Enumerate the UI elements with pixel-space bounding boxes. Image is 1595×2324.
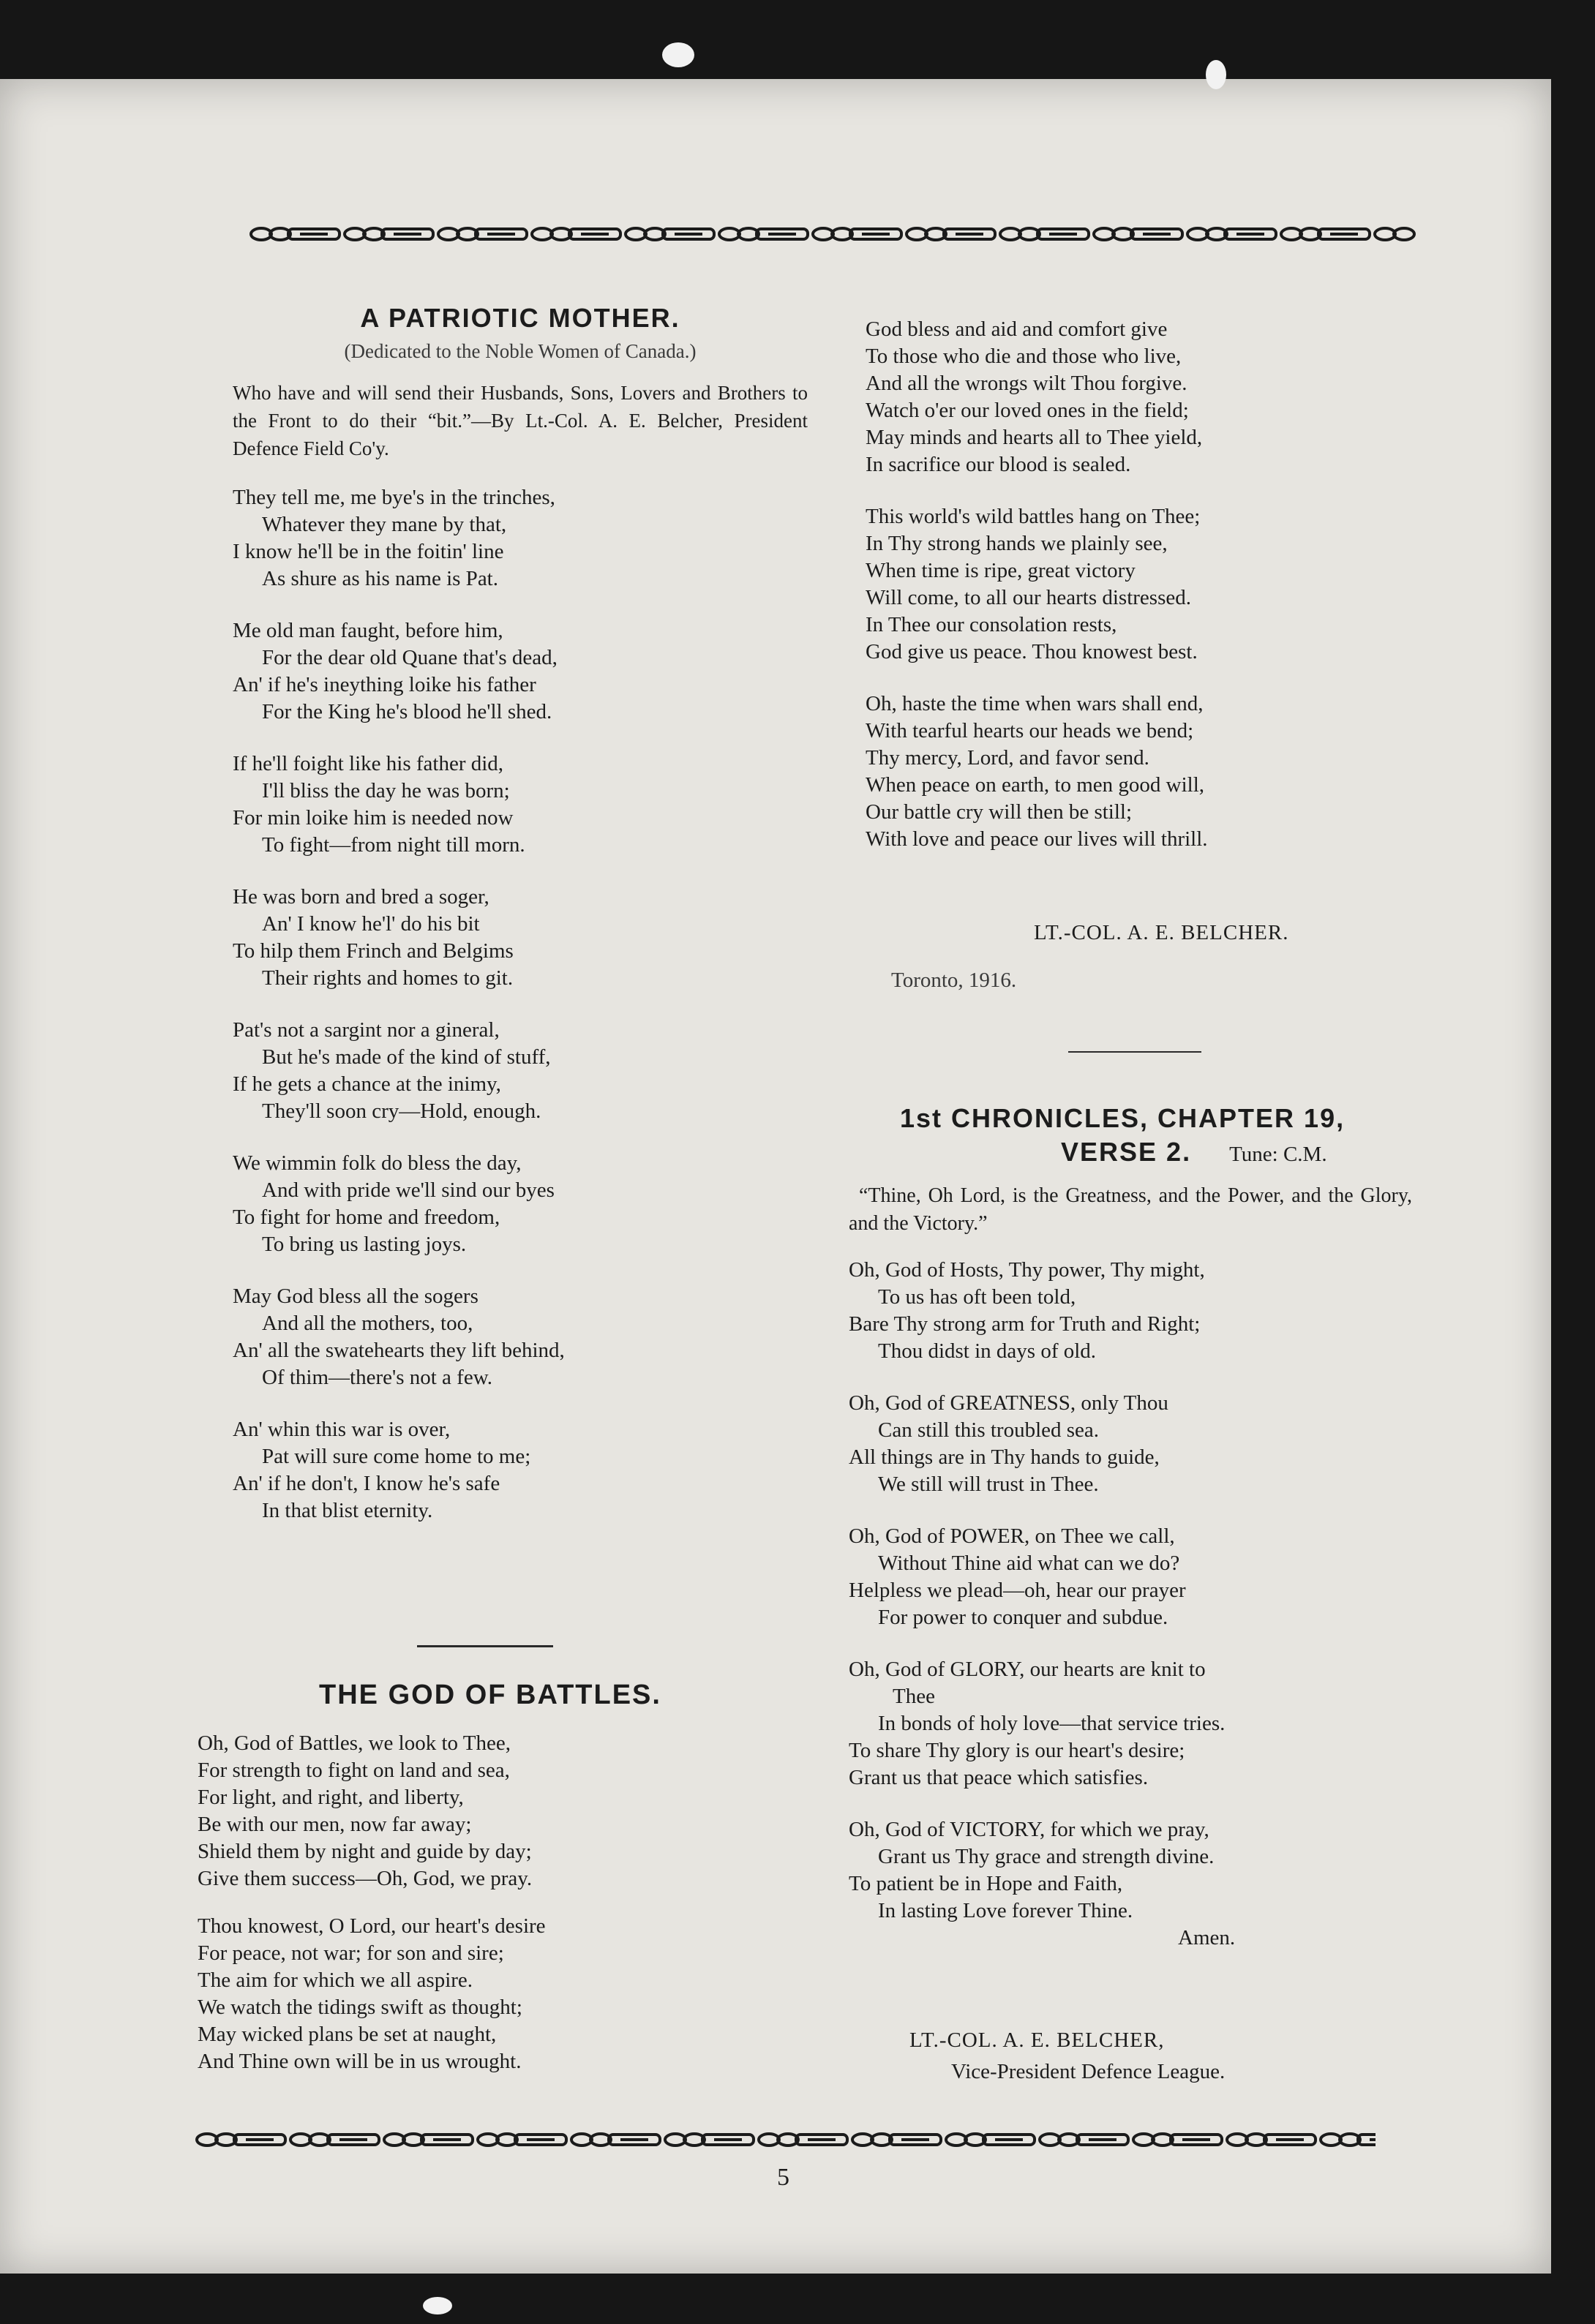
place-date: Toronto, 1916. xyxy=(891,969,1017,992)
poem-line: For power to conquer and subdue. xyxy=(878,1606,1168,1629)
stanza-list xyxy=(233,484,808,1524)
poem-line: But he's made of the kind of stuff, xyxy=(262,1045,551,1069)
poem-line: They tell me, me bye's in the trinches, xyxy=(233,486,555,509)
poem-line: Shield them by night and guide by day; xyxy=(198,1840,532,1863)
poem-line: Grant us Thy grace and strength divine. xyxy=(878,1845,1215,1868)
poem-line: As shure as his name is Pat. xyxy=(262,567,498,590)
poem-line: Thy mercy, Lord, and favor send. xyxy=(866,746,1149,770)
poem-line: Be with our men, now far away; xyxy=(198,1813,472,1836)
poem-line: Oh, God of Battles, we look to Thee, xyxy=(198,1731,511,1755)
poem-line: Oh, God of POWER, on Thee we call, xyxy=(849,1524,1175,1548)
poem-line: An' I know he'l' do his bit xyxy=(262,912,480,936)
stanza xyxy=(198,1730,783,1892)
stanza xyxy=(233,1416,808,1524)
poem-line: And all the mothers, too, xyxy=(262,1312,473,1335)
poem-line: To us has oft been told, xyxy=(878,1285,1076,1309)
poem-intro: Who have and will send their Husbands, Sons, Lovers and Brothers to the Front to do their “bit.”—By Lt.-Col. A. E. Belcher, President Defence Field Co'y. xyxy=(233,382,808,459)
poem-line: Oh, God of Hosts, Thy power, Thy might, xyxy=(849,1258,1205,1282)
poem-line: To those who die and those who live, xyxy=(866,345,1182,368)
poem-line: If he'll foight like his father did, xyxy=(233,752,504,775)
poem-line: If he gets a chance at the inimy, xyxy=(233,1072,501,1096)
poem-line: Can still this troubled sea. xyxy=(878,1418,1100,1442)
poem-line: An' whin this war is over, xyxy=(233,1418,451,1441)
stanza xyxy=(849,1523,1412,1631)
poem-line: God give us peace. Thou knowest best. xyxy=(866,640,1198,663)
poem-line: Pat's not a sargint nor a gineral, xyxy=(233,1018,500,1042)
dust-speck xyxy=(1206,60,1226,89)
poem-line: This world's wild battles hang on Thee; xyxy=(866,505,1201,528)
poem-line: I'll bliss the day he was born; xyxy=(262,779,510,802)
poem-line: Bare Thy strong arm for Truth and Right; xyxy=(849,1312,1201,1336)
poem-line: Their rights and homes to git. xyxy=(262,966,514,990)
poem-line: We still will trust in Thee. xyxy=(878,1473,1099,1496)
poem-line: To share Thy glory is our heart's desire; xyxy=(849,1739,1185,1762)
section-divider xyxy=(1068,1051,1201,1053)
poem-line: In Thy strong hands we plainly see, xyxy=(866,532,1168,555)
dust-speck xyxy=(662,42,694,67)
stanza xyxy=(849,1656,1412,1791)
poem-line: For the dear old Quane that's dead, xyxy=(262,646,558,669)
poem-line: Oh, God of GREATNESS, only Thou xyxy=(849,1391,1168,1415)
poem-line: God bless and aid and comfort give xyxy=(866,317,1168,341)
poem-line: Grant us that peace which satisfies. xyxy=(849,1766,1149,1789)
poem-chronicles xyxy=(849,1103,1412,1952)
tune-label: Tune: C.M. xyxy=(1229,1143,1327,1166)
stanza xyxy=(233,751,808,859)
poem-line: For min loike him is needed now xyxy=(233,806,514,830)
poem-patriotic-mother xyxy=(233,303,808,1524)
stanza xyxy=(233,484,808,593)
poem-line: To patient be in Hope and Faith, xyxy=(849,1872,1123,1895)
poem-line: An' if he's ineything loike his father xyxy=(233,673,536,696)
poem-line: Me old man faught, before him, xyxy=(233,619,503,642)
poem-line: Helpless we plead—oh, hear our prayer xyxy=(849,1579,1186,1602)
bottom-chain-border xyxy=(193,2129,1376,2150)
poem-line: For the King he's blood he'll shed. xyxy=(262,700,552,723)
poem-line: May minds and hearts all to Thee yield, xyxy=(866,426,1203,449)
poem-line: Thou didst in days of old. xyxy=(878,1339,1097,1363)
poem-line: Amen. xyxy=(1178,1926,1236,1949)
poem-epigraph: “Thine, Oh Lord, is the Greatness, and the Power, and the Glory, and the Victory.” xyxy=(849,1184,1412,1235)
poem-line: In Thee our consolation rests, xyxy=(866,613,1117,636)
poem-line: I know he'll be in the foitin' line xyxy=(233,540,504,563)
stanza xyxy=(198,1913,783,2075)
stanza xyxy=(866,316,1392,478)
poem-line: Thee xyxy=(893,1685,935,1708)
poem-line: And with pride we'll sind our byes xyxy=(262,1178,555,1202)
poem-line: To hilp them Frinch and Belgims xyxy=(233,939,514,963)
poem-line: Watch o'er our loved ones in the field; xyxy=(866,399,1189,422)
poem-god-of-battles-continued xyxy=(866,316,1392,853)
poem-line: Whatever they mane by that, xyxy=(262,513,507,536)
poem-line: In bonds of holy love—that service tries. xyxy=(878,1712,1226,1735)
stanza xyxy=(233,1150,808,1258)
poem-line: For peace, not war; for son and sire; xyxy=(198,1941,504,1965)
poem-line: Of thim—there's not a few. xyxy=(262,1366,493,1389)
poem-dedication: (Dedicated to the Noble Women of Canada.) xyxy=(344,340,697,362)
signature-role: Vice-President Defence League. xyxy=(951,2060,1226,2083)
poem-line: To fight for home and freedom, xyxy=(233,1206,500,1229)
poem-line: In lasting Love forever Thine. xyxy=(878,1899,1133,1922)
poem-title: THE GOD OF BATTLES. xyxy=(319,1680,661,1710)
poem-line: May God bless all the sogers xyxy=(233,1285,478,1308)
poem-line: Without Thine aid what can we do? xyxy=(878,1552,1180,1575)
poem-line: An' if he don't, I know he's safe xyxy=(233,1472,500,1495)
poem-line: We wimmin folk do bless the day, xyxy=(233,1151,522,1175)
stanza-list xyxy=(849,1257,1412,1952)
verse-label: VERSE 2. xyxy=(1061,1137,1192,1167)
stanza-list xyxy=(866,316,1392,853)
poem-line: An' all the swatehearts they lift behind, xyxy=(233,1339,565,1362)
poem-line: The aim for which we all aspire. xyxy=(198,1968,473,1992)
poem-line: Give them success—Oh, God, we pray. xyxy=(198,1867,533,1890)
poem-line: They'll soon cry—Hold, enough. xyxy=(262,1099,541,1123)
poem-line: Oh, God of GLORY, our hearts are knit to xyxy=(849,1658,1206,1681)
stanza xyxy=(866,503,1392,666)
page-number: 5 xyxy=(777,2164,789,2191)
stanza xyxy=(233,884,808,992)
stanza xyxy=(866,691,1392,853)
poem-line: Thou knowest, O Lord, our heart's desire xyxy=(198,1914,546,1938)
poem-line: With tearful hearts our heads we bend; xyxy=(866,719,1194,742)
poem-title: A PATRIOTIC MOTHER. xyxy=(360,303,680,333)
poem-line: To bring us lasting joys. xyxy=(262,1233,467,1256)
stanza xyxy=(849,1257,1412,1365)
stanza-list xyxy=(198,1730,783,2075)
signature: LT.-COL. A. E. BELCHER, xyxy=(909,2028,1165,2052)
poem-line: To fight—from night till morn. xyxy=(262,833,525,857)
poem-line: Oh, God of VICTORY, for which we pray, xyxy=(849,1818,1209,1841)
poem-title-line2 xyxy=(849,1137,1412,1167)
poem-title-line1: 1st CHRONICLES, CHAPTER 19, xyxy=(900,1103,1346,1133)
poem-line: When time is ripe, great victory xyxy=(866,559,1136,582)
section-divider xyxy=(417,1645,553,1647)
poem-line: May wicked plans be set at naught, xyxy=(198,2023,497,2046)
poem-line: He was born and bred a soger, xyxy=(233,885,489,909)
poem-line: For strength to fight on land and sea, xyxy=(198,1759,510,1782)
stanza xyxy=(233,1283,808,1391)
poem-line: We watch the tidings swift as thought; xyxy=(198,1996,522,2019)
dust-speck xyxy=(423,2297,452,2314)
poem-line: Pat will sure come home to me; xyxy=(262,1445,531,1468)
poem-line: For light, and right, and liberty, xyxy=(198,1786,464,1809)
poem-line: Will come, to all our hearts distressed. xyxy=(866,586,1191,609)
poem-line: Our battle cry will then be still; xyxy=(866,800,1133,824)
poem-line: And Thine own will be in us wrought. xyxy=(198,2050,522,2073)
stanza xyxy=(233,1017,808,1125)
poem-line: In sacrifice our blood is sealed. xyxy=(866,453,1131,476)
stanza xyxy=(849,1816,1412,1952)
top-chain-border xyxy=(247,224,1427,244)
poem-line: When peace on earth, to men good will, xyxy=(866,773,1205,797)
poem-line: All things are in Thy hands to guide, xyxy=(849,1445,1160,1469)
stanza xyxy=(849,1390,1412,1498)
poem-god-of-battles xyxy=(198,1680,783,2075)
poem-line: With love and peace our lives will thrill. xyxy=(866,827,1208,851)
poem-line: Oh, haste the time when wars shall end, xyxy=(866,692,1204,715)
poem-line: And all the wrongs wilt Thou forgive. xyxy=(866,372,1187,395)
signature: LT.-COL. A. E. BELCHER. xyxy=(1034,921,1289,944)
poem-line: In that blist eternity. xyxy=(262,1499,433,1522)
stanza xyxy=(233,617,808,726)
